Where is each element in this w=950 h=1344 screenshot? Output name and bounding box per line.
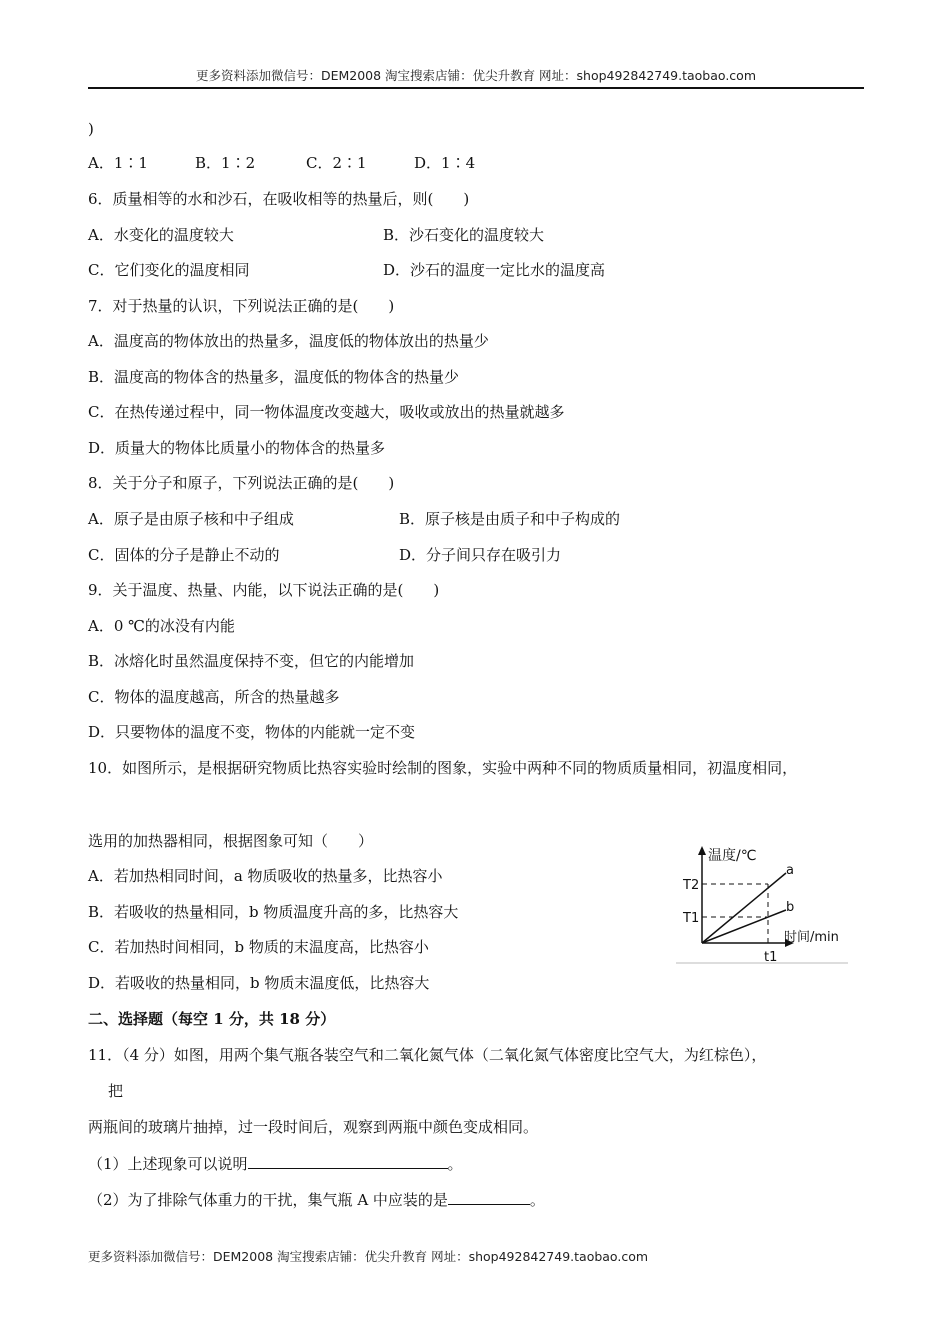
q9-option-a: A．0 ℃的冰没有内能 bbox=[88, 617, 235, 635]
x-axis-label: 时间/min bbox=[784, 930, 839, 945]
q5-option-d: D．1∶4 bbox=[414, 154, 476, 172]
q5-option-b: B．1∶2 bbox=[195, 154, 256, 172]
q11-stem-line1b: 把 bbox=[108, 1082, 124, 1100]
q8-option-b: B．原子核是由质子和中子构成的 bbox=[399, 510, 621, 528]
q11-part1-answer-blank[interactable] bbox=[248, 1152, 448, 1169]
q7-option-d: D．质量大的物体比质量小的物体含的热量多 bbox=[88, 439, 386, 457]
q7-option-b: B．温度高的物体含的热量多，温度低的物体含的热量少 bbox=[88, 368, 460, 386]
q8-stem: 8．关于分子和原子，下列说法正确的是( ) bbox=[88, 474, 395, 492]
page-header: 更多资料添加微信号：DEM2008 淘宝搜索店铺：优尖升教育 网址：shop492842749.taobao.com bbox=[195, 68, 757, 83]
q7-stem: 7．对于热量的认识，下列说法正确的是( ) bbox=[88, 297, 395, 315]
q9-option-d: D．只要物体的温度不变，物体的内能就一定不变 bbox=[88, 723, 416, 741]
q10-option-a: A．若加热相同时间，a 物质吸收的热量多，比热容小 bbox=[88, 867, 443, 885]
q5-tail: ) bbox=[88, 120, 94, 138]
q6-option-c: C．它们变化的温度相同 bbox=[88, 261, 250, 279]
q10-option-c: C．若加热时间相同，b 物质的末温度高，比热容小 bbox=[88, 938, 429, 956]
t1-label: T1 bbox=[683, 911, 700, 926]
q11-stem-line1: 11．（4 分）如图，用两个集气瓶各装空气和二氧化氮气体（二氧化氮气体密度比空气大，为红棕色）， bbox=[88, 1046, 767, 1064]
q6-stem: 6．质量相等的水和沙石，在吸收相等的热量后，则( ) bbox=[88, 190, 470, 208]
section-title: 二、选择题（每空 1 分，共 18 分） bbox=[88, 1010, 336, 1028]
q5-option-a: A．1∶1 bbox=[88, 154, 148, 172]
q11-part1-end: 。 bbox=[447, 1155, 463, 1173]
page-footer: 更多资料添加微信号：DEM2008 淘宝搜索店铺：优尖升教育 网址：shop492842749.taobao.com bbox=[88, 1249, 649, 1264]
q8-option-d: D．分子间只存在吸引力 bbox=[399, 546, 562, 564]
line-a-label: a bbox=[786, 863, 794, 878]
y-axis-label: 温度/℃ bbox=[708, 848, 757, 864]
q11-part1 bbox=[88, 1152, 463, 1174]
q11-part2-answer-blank[interactable] bbox=[448, 1188, 530, 1205]
q9-option-c: C．物体的温度越高，所含的热量越多 bbox=[88, 688, 340, 706]
line-b-label: b bbox=[786, 900, 795, 915]
q7-option-c: C．在热传递过程中，同一物体温度改变越大，吸收或放出的热量就越多 bbox=[88, 403, 565, 421]
q10-option-d: D．若吸收的热量相同，b 物质末温度低，比热容大 bbox=[88, 974, 430, 992]
q11-part2 bbox=[88, 1188, 545, 1210]
q11-stem-line2: 两瓶间的玻璃片抽掉，过一段时间后，观察到两瓶中颜色变成相同。 bbox=[88, 1118, 539, 1136]
q10-stem-line2: 选用的加热器相同，根据图象可知（ ） bbox=[88, 832, 374, 850]
q7-option-a: A．温度高的物体放出的热量多，温度低的物体放出的热量少 bbox=[88, 332, 489, 350]
temperature-time-graph bbox=[676, 843, 848, 965]
q9-stem: 9．关于温度、热量、内能，以下说法正确的是( ) bbox=[88, 581, 440, 599]
q8-option-a: A．原子是由原子核和中子组成 bbox=[88, 510, 294, 528]
t2-label: T2 bbox=[683, 878, 700, 893]
q6-option-d: D．沙石的温度一定比水的温度高 bbox=[383, 261, 606, 279]
q5-option-c: C．2∶1 bbox=[306, 154, 367, 172]
q6-option-b: B．沙石变化的温度较大 bbox=[383, 226, 545, 244]
q9-option-b: B．冰熔化时虽然温度保持不变，但它的内能增加 bbox=[88, 652, 415, 670]
time-label: t1 bbox=[764, 950, 778, 965]
q11-part2-end: 。 bbox=[529, 1191, 545, 1209]
q8-option-c: C．固体的分子是静止不动的 bbox=[88, 546, 280, 564]
q11-part2-text: （2）为了排除气体重力的干扰，集气瓶 A 中应装的是 bbox=[88, 1191, 448, 1209]
q10-option-b: B．若吸收的热量相同，b 物质温度升高的多，比热容大 bbox=[88, 903, 459, 921]
q11-part1-text: （1）上述现象可以说明 bbox=[88, 1155, 248, 1173]
header-divider bbox=[88, 87, 864, 89]
q6-option-a: A．水变化的温度较大 bbox=[88, 226, 234, 244]
q10-stem-line1: 10．如图所示，是根据研究物质比热容实验时绘制的图象，实验中两种不同的物质质量相同，初温度相同， bbox=[88, 759, 798, 777]
